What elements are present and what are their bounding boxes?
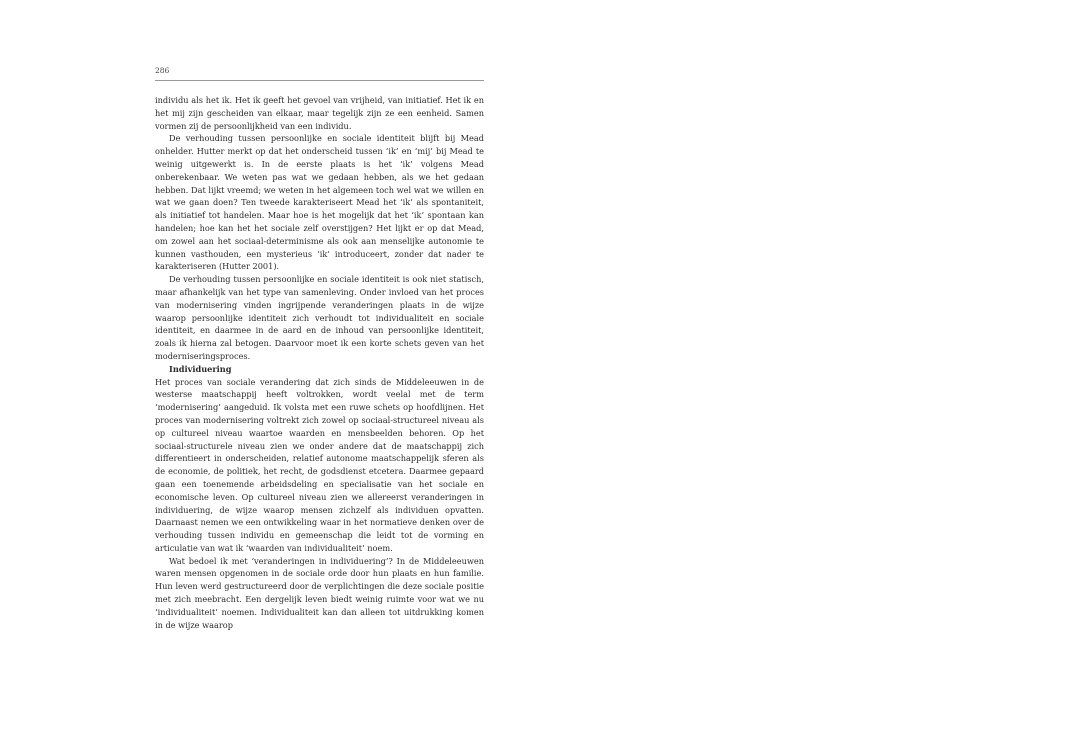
paragraph-1: individu als het ik. Het ik geeft het gevoel van vrijheid, van initiatief. Het ik en het mij zijn gescheiden van elkaar, maar tegelijk zijn ze een eenheid. Samen vormen zij de persoonlijkheid van een individu. xyxy=(155,95,484,131)
paragraph-4: Het proces van sociale verandering dat zich sinds de Middeleeuwen in de westerse maatschappij heeft voltrokken, wordt veelal met de term ‘modernisering’ aangeduid. Ik volsta met een ruwe schets op hoofdlijnen. Het proces van modernisering voltrekt zich zowel op sociaal-structureel niveau als op cultureel niveau waartoe waarden en mensbeelden behoren. Op het sociaal-structurele niveau zien we onder andere dat de maatschappij zich differentieert in onderscheiden, relatief autonome maatschappelijk sferen als de economie, de politiek, het recht, de godsdienst etcetera. Daarmee gepaard gaan een toenemende arbeidsdeling en specialisatie van het sociale en economische leven. Op cultureel niveau zien we allereerst veranderingen in individuering, de wijze waarop mensen zichzelf als individuen opvatten. Daarnaast nemen we een ontwikkeling waar in het normatieve denken over de verhouding tussen individu en gemeenschap die leidt tot de vorming en articulatie van wat ik ‘waarden van individualiteit’ noem. xyxy=(155,376,484,553)
header-rule xyxy=(155,80,484,81)
paragraph-3: De verhouding tussen persoonlijke en sociale identiteit is ook niet statisch, maar afhankelijk van het type van samenleving. Onder invloed van het proces van modernisering vinden ingrijpende veranderingen plaats in de wijze waarop persoonlijke identiteit zich verhoudt tot individualiteit en sociale identiteit, en daarmee in de aard en de inhoud van persoonlijke identiteit, zoals ik hierna zal betogen. Daarvoor moet ik een korte schets geven van het moderniseringsproces. xyxy=(155,274,484,361)
paragraph-5: Wat bedoel ik met ‘veranderingen in individuering’? In de Middeleeuwen waren mensen opgenomen in de sociale orde door hun plaats en hun familie. Hun leven werd gestructureerd door de verplichtingen die deze sociale positie met zich meebracht. Een dergelijk leven biedt weinig ruimte voor wat we nu ‘individualiteit’ noemen. Individualiteit kan dan alleen tot uitdrukking komen in de wijze waarop xyxy=(155,555,484,630)
section-heading: Individuering xyxy=(169,363,232,374)
book-page xyxy=(155,66,484,726)
page-number: 286 xyxy=(155,66,170,75)
paragraph-2: De verhouding tussen persoonlijke en sociale identiteit blijft bij Mead onhelder. Hutter merkt op dat het onderscheid tussen ‘ik’ en ‘mij’ bij Mead te weinig uitgewerkt is. In de eerste plaats is het ‘ik’ volgens Mead onberekenbaar. We weten pas wat we gedaan hebben, als we het gedaan hebben. Dat lijkt vreemd; we weten in het algemeen toch wel wat we willen en wat we gaan doen? Ten tweede karakteriseert Mead het ‘ik’ als spontaniteit, als initiatief tot handelen. Maar hoe is het mogelijk dat het ‘ik’ spontaan kan handelen; hoe kan het het sociale zelf overstijgen? Het lijkt er op dat Mead, om zowel aan het sociaal-determinisme als ook aan menselijke autonomie te kunnen vasthouden, een mysterieus ‘ik’ introduceert, zonder dat nader te karakteriseren (Hutter 2001). xyxy=(155,133,484,272)
body-text xyxy=(155,94,484,631)
